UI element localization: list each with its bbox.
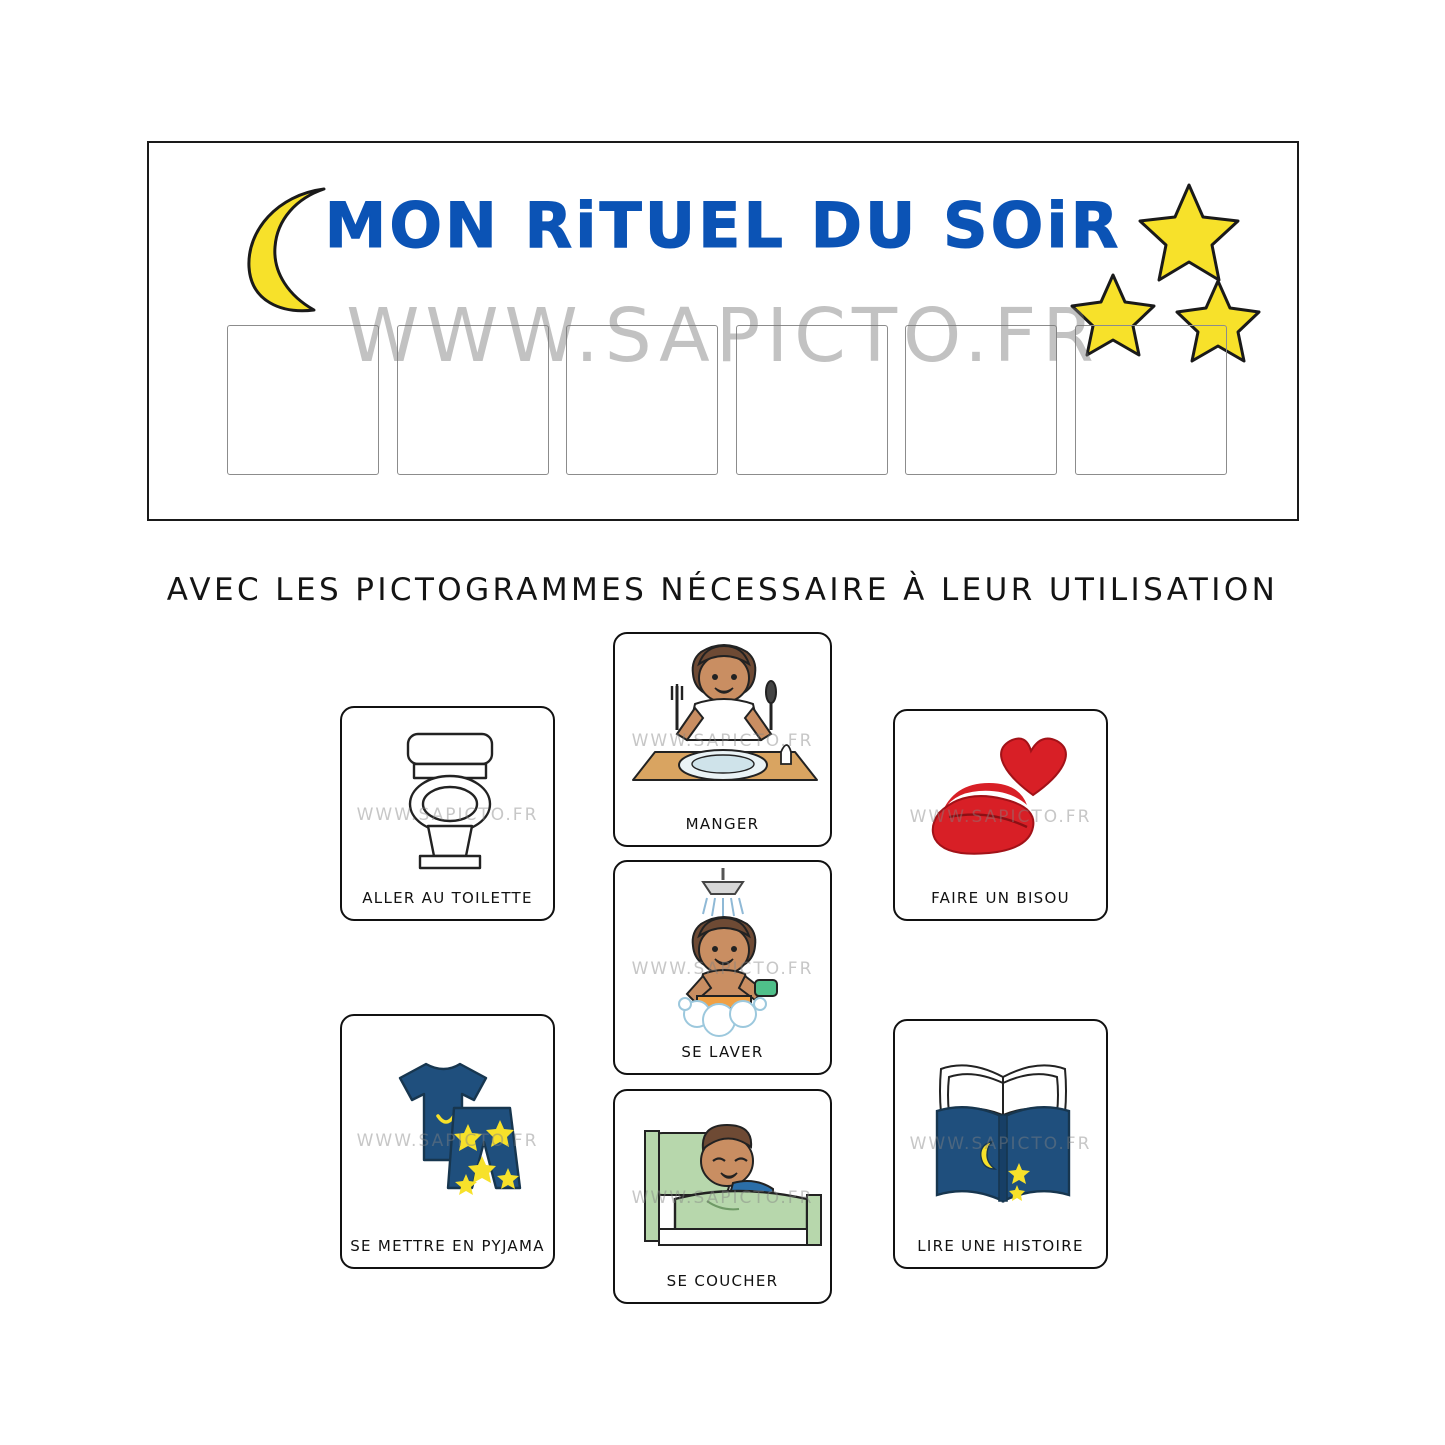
picto-slot[interactable] — [736, 325, 888, 475]
lips-heart-icon — [895, 711, 1106, 885]
subtitle: AVEC LES PICTOGRAMMES NÉCESSAIRE À LEUR UTILISATION — [166, 572, 1279, 608]
watermark: WWW.SAPICTO.FR — [909, 1134, 1092, 1155]
child-shower-icon — [615, 862, 830, 1039]
open-book-icon — [895, 1021, 1106, 1233]
watermark: WWW.SAPICTO.FR — [356, 1131, 539, 1152]
picto-label: SE METTRE EN PYJAMA — [350, 1237, 545, 1255]
picto-slot[interactable] — [566, 325, 718, 475]
child-sleeping-icon — [615, 1091, 830, 1268]
picto-label: LIRE UNE HISTOIRE — [917, 1237, 1084, 1255]
picto-slot[interactable] — [1075, 325, 1227, 475]
picto-label: MANGER — [685, 815, 760, 833]
picto-label: ALLER AU TOILETTE — [362, 889, 533, 907]
picto-card-histoire[interactable] — [893, 1019, 1108, 1269]
picto-card-coucher[interactable] — [613, 1089, 832, 1304]
ritual-banner — [147, 141, 1299, 521]
page-title: MON RiTUEL DU SOiR — [324, 189, 1122, 262]
picto-label: FAIRE UN BISOU — [931, 889, 1070, 907]
picto-label: SE LAVER — [681, 1043, 764, 1061]
picto-card-manger[interactable] — [613, 632, 832, 847]
watermark: WWW.SAPICTO.FR — [346, 293, 1100, 379]
picto-slot[interactable] — [397, 325, 549, 475]
picto-slot[interactable] — [905, 325, 1057, 475]
watermark: WWW.SAPICTO.FR — [631, 731, 814, 752]
picto-label: SE COUCHER — [666, 1272, 779, 1290]
toilet-icon — [342, 708, 553, 885]
watermark: WWW.SAPICTO.FR — [631, 1188, 814, 1209]
picto-card-laver[interactable] — [613, 860, 832, 1075]
picto-card-pyjama[interactable] — [340, 1014, 555, 1269]
picto-slot-row — [227, 325, 1227, 475]
child-eating-icon — [615, 634, 830, 811]
picto-card-bisou[interactable] — [893, 709, 1108, 921]
watermark: WWW.SAPICTO.FR — [631, 959, 814, 980]
watermark: WWW.SAPICTO.FR — [356, 805, 539, 826]
pyjama-icon — [342, 1016, 553, 1233]
watermark: WWW.SAPICTO.FR — [909, 806, 1092, 827]
picto-slot[interactable] — [227, 325, 379, 475]
picto-card-toilette[interactable] — [340, 706, 555, 921]
